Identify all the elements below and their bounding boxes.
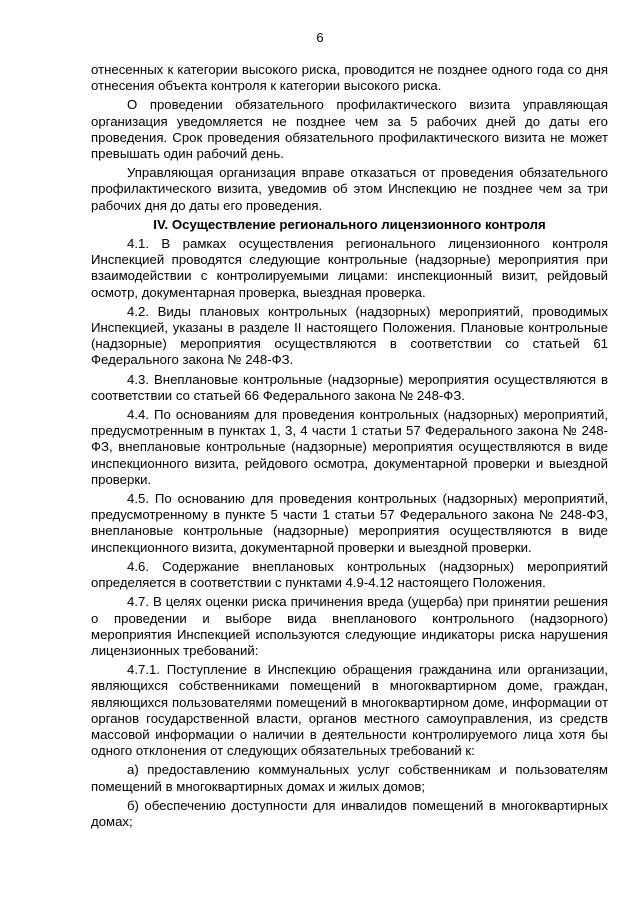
- paragraph-4-3: 4.3. Внеплановые контрольные (надзорные) мероприятия осуществляются в соответствии со статьей 66 Федерального закона № 248-ФЗ.: [91, 371, 608, 403]
- page-number: 6: [316, 30, 324, 45]
- paragraph-4-7: 4.7. В целях оценки риска причинения вреда (ущерба) при принятии решения о проведении и выборе вида внепланового контрольного (надзорного) мероприятия Инспекцией используются следующие индикаторы риска нарушения лицензионных требований:: [91, 594, 608, 658]
- paragraph-notification: О проведении обязательного профилактического визита управляющая организация уведомляется не позднее чем за 5 рабочих дней до даты его проведения. Срок проведения обязательного профилактического визита не может превышать один рабочий день.: [91, 97, 608, 162]
- list-item-a: а) предоставлению коммунальных услуг собственникам и пользователям помещений в многоквартирных домах и жилых домов;: [91, 762, 608, 794]
- list-item-b: б) обеспечению доступности для инвалидов помещений в многоквартирных домах;: [91, 797, 608, 829]
- paragraph-4-1: 4.1. В рамках осуществления регионального лицензионного контроля Инспекцией проводятся следующие контрольные (надзорные) мероприятия при взаимодействии с контролируемыми лицами: инспекционный визит, рейдовый осмотр, документарная проверка, выездная проверка.: [91, 236, 608, 300]
- paragraph-4-4: 4.4. По основаниям для проведения контрольных (надзорных) мероприятий, предусмотренным в пунктах 1, 3, 4 части 1 статьи 57 Федерального закона № 248-ФЗ, внеплановые контрольные (надзорные) мероприятия осуществляются в виде инспекционного визита, рейдового осмотра, документарной проверки и выездной проверки.: [91, 407, 608, 487]
- paragraph-4-6: 4.6. Содержание внеплановых контрольных (надзорных) мероприятий определяется в соответствии с пунктами 4.9-4.12 настоящего Положения.: [91, 558, 608, 591]
- paragraph-refusal: Управляющая организация вправе отказаться от проведения обязательного профилактического визита, уведомив об этом Инспекцию не позднее чем за три рабочих дня до даты его проведения.: [91, 165, 608, 213]
- section-heading: IV. Осуществление регионального лицензионного контроля: [153, 216, 546, 232]
- paragraph-4-5: 4.5. По основанию для проведения контрольных (надзорных) мероприятий, предусмотренному в пункте 5 части 1 статьи 57 Федерального закона № 248-ФЗ, внеплановые контрольные (надзорные) мероприятия осуществляются в виде инспекционного визита, документарной проверки и выездной проверки.: [91, 491, 608, 555]
- document-body: [91, 62, 608, 830]
- paragraph-continuation: отнесенных к категории высокого риска, проводится не позднее одного года со дня отнесения объекта контроля к категории высокого риска.: [91, 62, 608, 94]
- paragraph-4-7-1: 4.7.1. Поступление в Инспекцию обращения гражданина или организации, являющихся собственниками помещений в многоквартирном доме, граждан, являющихся пользователями помещений в многоквартирном доме, информации от органов государственной власти, органов местного самоуправления, из средств массовой информации о наличии в деятельности контролируемого лица хотя бы одного отклонения от следующих обязательных требований к:: [91, 662, 608, 759]
- paragraph-4-2: 4.2. Виды плановых контрольных (надзорных) мероприятий, проводимых Инспекцией, указаны в разделе II настоящего Положения. Плановые контрольные (надзорные) мероприятия осуществляются в соответствии со статьей 61 Федерального закона № 248-ФЗ.: [91, 303, 608, 368]
